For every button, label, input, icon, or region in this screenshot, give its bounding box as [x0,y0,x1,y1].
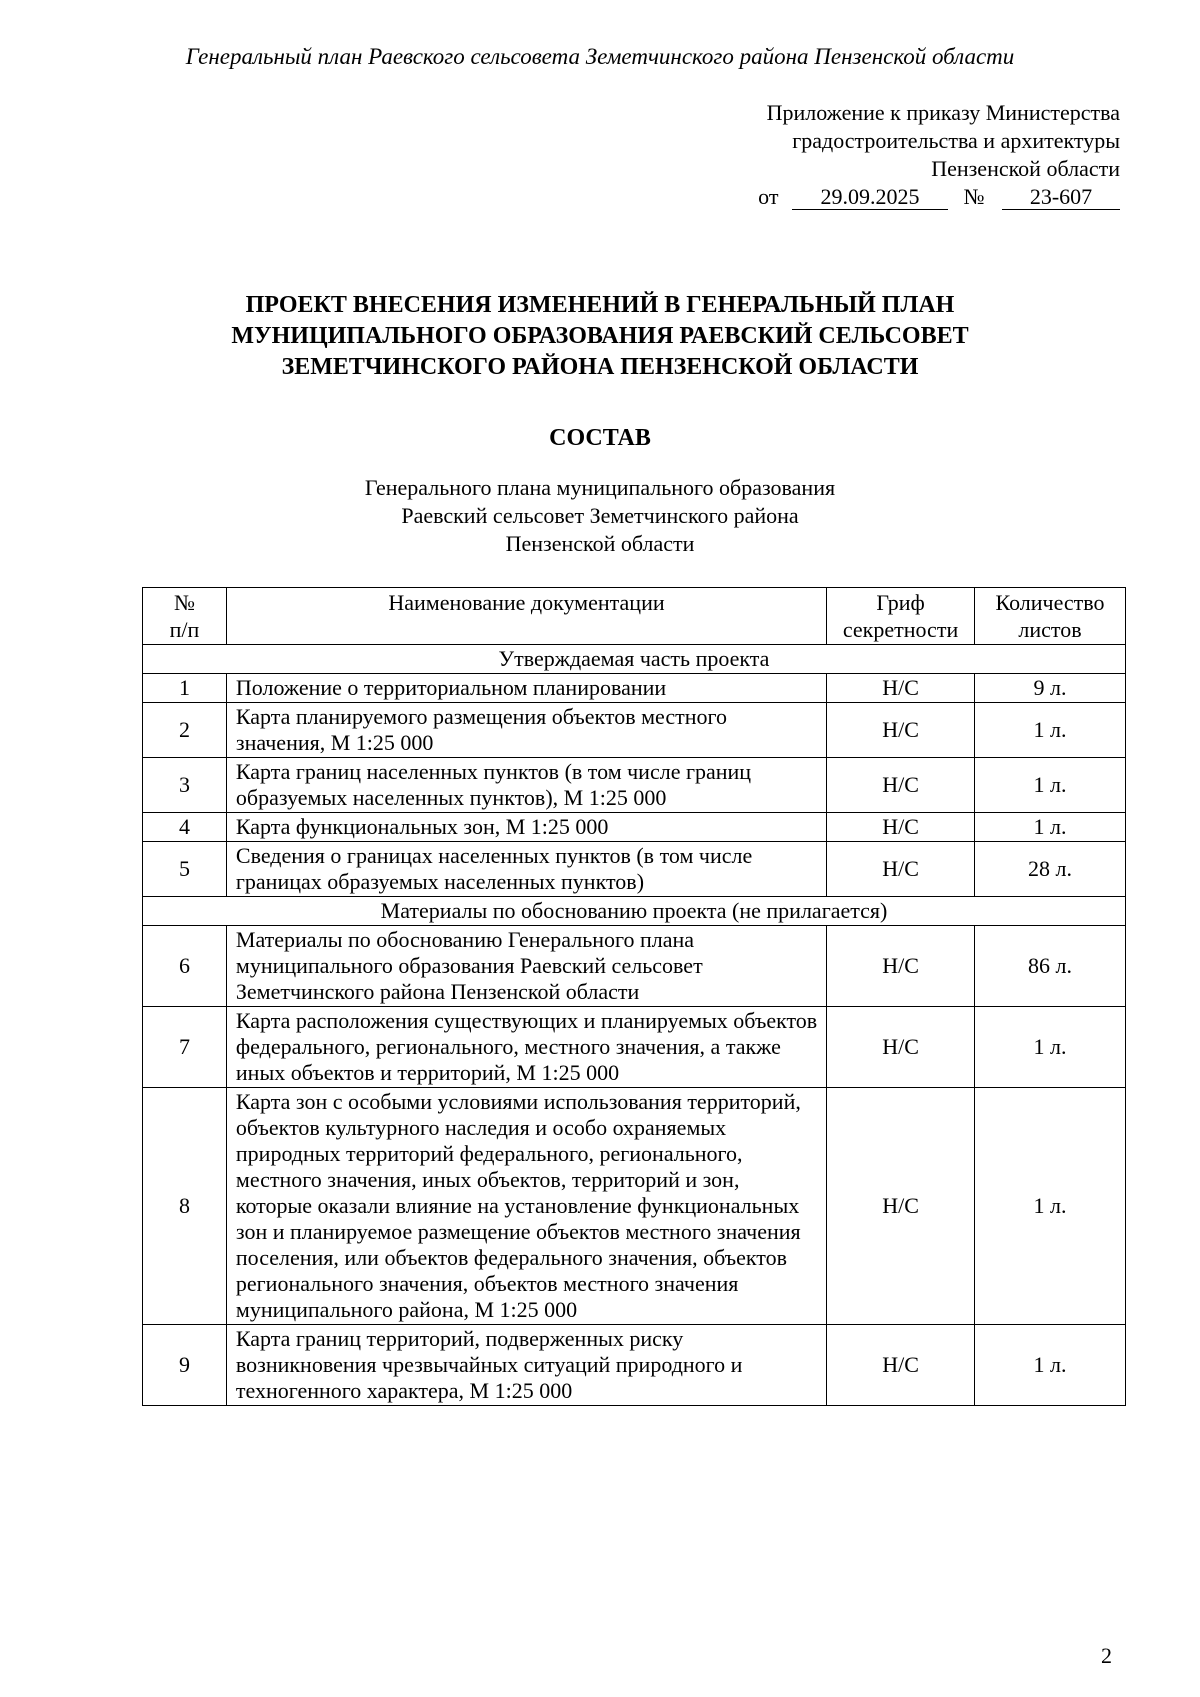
table-row [143,813,1126,842]
row-secrecy: Н/С [827,703,975,758]
table-row [143,1088,1126,1325]
header-sheet-count: Количество листов [975,588,1126,645]
subtitle-line-1: Генерального плана муниципального образования [364,475,836,500]
row-secrecy: Н/С [827,674,975,703]
row-name: Карта функциональных зон, М 1:25 000 [226,813,826,842]
row-name: Карта зон с особыми условиями использования территорий, объектов культурного наследия и особо охраняемых природных территорий федерального, регионального, местного значения, иных объектов, территорий и зон, которые оказали влияние на установление функциональных зон и планируемое размещение объектов местного значения поселения, или объектов федерального значения, объектов регионального значения, объектов местного значения муниципального района, М 1:25 000 [226,1088,826,1325]
row-sheets: 28 л. [975,842,1126,897]
project-title [0,290,1200,383]
section-row-approved [143,645,1126,674]
row-sheets: 86 л. [975,926,1126,1007]
appendix-order-line [560,183,1120,211]
row-num: 5 [143,842,227,897]
section-row-justification [143,897,1126,926]
appendix-line-1: Приложение к приказу Министерства [766,100,1120,125]
row-sheets: 1 л. [975,1325,1126,1406]
row-num: 1 [143,674,227,703]
row-sheets: 1 л. [975,703,1126,758]
row-name: Сведения о границах населенных пунктов (в том числе границах образуемых населенных пунктов) [226,842,826,897]
row-secrecy: Н/С [827,1007,975,1088]
table-row [143,758,1126,813]
table-row [143,703,1126,758]
row-secrecy: Н/С [827,1088,975,1325]
appendix-line-2: градостроительства и архитектуры [792,128,1120,153]
section-label: Утверждаемая часть проекта [143,645,1126,674]
row-sheets: 1 л. [975,1007,1126,1088]
row-num: 4 [143,813,227,842]
row-num: 7 [143,1007,227,1088]
documentation-table [142,587,1126,1406]
running-header: Генеральный план Раевского сельсовета Земетчинского района Пензенской области [185,44,1015,69]
row-name: Карта расположения существующих и планируемых объектов федерального, регионального, местного значения, а также иных объектов и территорий, М 1:25 000 [226,1007,826,1088]
table-row [143,1007,1126,1088]
header-name: Наименование документации [226,588,826,645]
order-number: 23-607 [1002,185,1120,210]
row-name: Материалы по обоснованию Генерального плана муниципального образования Раевский сельсовет Земетчинского района Пензенской области [226,926,826,1007]
table-row [143,842,1126,897]
row-num: 6 [143,926,227,1007]
row-secrecy: Н/С [827,842,975,897]
row-num: 9 [143,1325,227,1406]
project-title-line-3: ЗЕМЕТЧИНСКОГО РАЙОНА ПЕНЗЕНСКОЙ ОБЛАСТИ [281,354,919,380]
row-num: 3 [143,758,227,813]
table-header-row [143,588,1126,645]
row-name: Карта границ населенных пунктов (в том числе границ образуемых населенных пунктов), М 1:25 000 [226,758,826,813]
composition-heading: СОСТАВ [549,425,651,451]
page-number: 2 [1101,1643,1112,1668]
composition-subtitle [0,474,1200,558]
row-secrecy: Н/С [827,1325,975,1406]
row-secrecy: Н/С [827,758,975,813]
row-sheets: 1 л. [975,1088,1126,1325]
appendix-block [560,99,1120,211]
subtitle-line-2: Раевский сельсовет Земетчинского района [401,503,799,528]
number-prefix: № [963,184,985,209]
appendix-line-3: Пензенской области [931,156,1120,181]
project-title-line-2: МУНИЦИПАЛЬНОГО ОБРАЗОВАНИЯ РАЕВСКИЙ СЕЛЬСОВЕТ [231,323,969,349]
row-secrecy: Н/С [827,813,975,842]
row-name: Карта планируемого размещения объектов местного значения, М 1:25 000 [226,703,826,758]
row-secrecy: Н/С [827,926,975,1007]
row-sheets: 1 л. [975,758,1126,813]
table-row [143,674,1126,703]
project-title-line-1: ПРОЕКТ ВНЕСЕНИЯ ИЗМЕНЕНИЙ В ГЕНЕРАЛЬНЫЙ ПЛАН [245,292,955,318]
row-sheets: 1 л. [975,813,1126,842]
date-prefix: от [758,184,779,209]
header-num: № п/п [143,588,227,645]
section-label: Материалы по обоснованию проекта (не прилагается) [143,897,1126,926]
row-num: 8 [143,1088,227,1325]
row-sheets: 9 л. [975,674,1126,703]
subtitle-line-3: Пензенской области [505,531,695,556]
row-name: Карта границ территорий, подверженных риску возникновения чрезвычайных ситуаций природного и техногенного характера, М 1:25 000 [226,1325,826,1406]
header-secrecy: Гриф секретности [827,588,975,645]
row-name: Положение о территориальном планировании [226,674,826,703]
table-row [143,1325,1126,1406]
order-date: 29.09.2025 [792,185,948,210]
table-row [143,926,1126,1007]
row-num: 2 [143,703,227,758]
